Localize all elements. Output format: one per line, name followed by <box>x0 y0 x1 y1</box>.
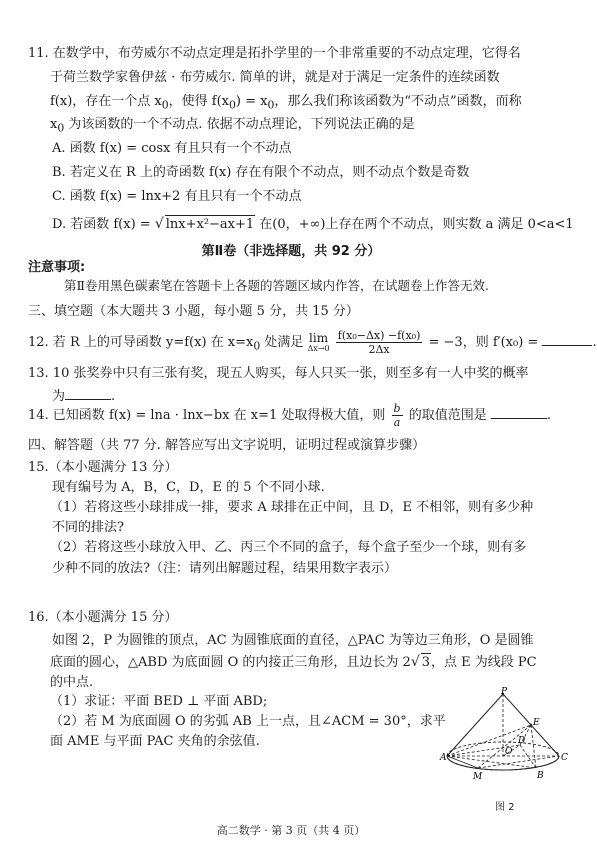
q11-sub-4: 0 <box>57 121 65 135</box>
q12-limit <box>308 332 330 353</box>
q11-sub-2: 0 <box>229 98 236 112</box>
q12 <box>28 325 597 365</box>
q12-numerator: f(x₀−Δx) −f(x₀) <box>337 329 421 342</box>
point-e <box>530 724 532 726</box>
label-a: A <box>440 753 447 763</box>
q16-line2-b: ，点 E 为线段 PC <box>431 655 537 670</box>
notice-text: 第Ⅱ卷用黑色碳素笔在答题卡上各题的答题区域内作答，在试题卷上作答无效. <box>64 278 489 293</box>
label-o: O <box>505 747 513 757</box>
q15-line1: 现有编号为 A，B，C，D，E 的 5 个不同小球. <box>52 480 325 495</box>
q15-line2: （1）若将这些小球排成一排，要求 A 球排在正中间，且 D，E 不相邻，则有多少种 <box>50 500 534 515</box>
q12-lim: lim <box>309 331 329 345</box>
q11-line4-a: x <box>50 117 58 132</box>
q16-line2-sqrt: 3 <box>421 655 431 670</box>
q11-sub-1: 0 <box>161 98 169 112</box>
q12-end: . <box>592 335 597 350</box>
q12-lim-sub: Δx→0 <box>307 344 330 353</box>
q11-option-d-b: 在(0，+∞)上存在两个不动点，则实数 a 满足 0<a<1 <box>255 217 574 232</box>
q13-line1: 13. 10 张奖券中只有三张有奖，现五人购买，每人只买一张，则至多有一人中奖的概率 <box>28 366 529 381</box>
q16-line1: 如图 2，P 为圆锥的顶点，AC 为圆锥底面的直径，△PAC 为等边三角形，O 是圆锥 <box>52 633 534 648</box>
q11-line3-b: ，使得 f(x <box>168 94 230 109</box>
cone-line-bd <box>520 745 536 768</box>
q12-a: 12. 若 R 上的可导函数 y=f(x) 在 x=x <box>28 335 254 350</box>
q16-line6: 面 AME 与平面 PAC 夹角的余弦值. <box>50 734 260 749</box>
q16-line2-a: 底面的圆心，△ABD 为底面圆 O 的内接正三角形，且边长为 2 <box>50 655 411 670</box>
q11-line3-a: f(x)，存在一个点 x <box>50 94 162 109</box>
q11-option-a: A. 函数 f(x) = cosx 有且只有一个不动点 <box>52 141 292 156</box>
q12-b: 处满足 <box>260 335 304 350</box>
q14-fraction <box>392 402 403 429</box>
cone-edge-pa <box>447 694 503 756</box>
q15-head: 15.（本小题满分 13 分） <box>28 460 178 475</box>
label-b: B <box>537 771 544 781</box>
figure-caption: 图 2 <box>495 802 515 813</box>
part2-title: 第Ⅱ卷（非选择题，共 92 分） <box>201 244 381 259</box>
q12-c: = −3，则 f′(x₀) = <box>428 335 539 350</box>
q11-option-b: B. 若定义在 R 上的奇函数 f(x) 存在有限个不动点，则不动点个数是奇数 <box>52 165 470 180</box>
q15-line3: 不同的排法? <box>52 520 124 535</box>
q14-answer-blank[interactable] <box>491 405 547 419</box>
q13-l2: 为 <box>52 389 66 404</box>
q14 <box>28 398 551 434</box>
q14-numerator: b <box>393 402 401 415</box>
q16-line5: （2）若 M 为底面圆 O 的劣弧 AB 上一点，且∠ACM = 30°，求平 <box>50 714 446 729</box>
q16-line4: （1）求证：平面 BED ⊥ 平面 ABD; <box>50 694 268 709</box>
section-3-title: 三、填空题（本大题共 3 小题，每小题 5 分，共 15 分） <box>28 304 359 319</box>
q13-end: . <box>111 389 116 404</box>
q11-option-c: C. 函数 f(x) = lnx+2 有且只有一个不动点 <box>52 189 302 204</box>
q12-fraction <box>336 329 423 356</box>
q15-line5: 少种不同的放法?（注：请列出解题过程，结果用数字表示） <box>52 561 397 576</box>
q11-sub-3: 0 <box>267 98 275 112</box>
q14-denominator: a <box>393 416 401 429</box>
q11-line3 <box>50 93 522 115</box>
q16-line3: 的中点. <box>50 675 94 690</box>
cone-line-ab <box>447 756 536 768</box>
q11-line4 <box>50 116 415 138</box>
q12-answer-blank[interactable] <box>542 332 592 346</box>
q11-option-d: D. 若函数 f(x) = √ lnx+x²−ax+1 在(0，+∞)上存在两个不动点，则实数 a 满足 0<a<1 <box>52 216 574 232</box>
q12-denominator: 2Δx <box>368 343 390 356</box>
q14-a: 14. 已知函数 f(x) = lna · lnx−bx 在 x=1 处取得极大值，则 <box>28 408 386 423</box>
q14-end: . <box>546 408 551 423</box>
figure-cone <box>440 687 570 800</box>
q12-sub: 0 <box>253 339 261 353</box>
label-e: E <box>533 718 540 728</box>
q11-line4-b: 为该函数的一个不动点. 依据不动点理论，下列说法正确的是 <box>64 117 415 132</box>
label-c: C <box>561 753 568 763</box>
q11-line1: 11. 在数学中，布劳威尔不动点定理是拓扑学里的一个非常重要的不动点定理，它得名 <box>28 46 521 61</box>
label-p: P <box>501 687 508 697</box>
section-4-title: 四、解答题（共 77 分. 解答应写出文字说明，证明过程或演算步骤） <box>28 438 426 453</box>
q15-line4: （2）若将这些小球放入甲、乙、丙三个不同的盒子，每个盒子至少一个球，则有多 <box>50 540 527 555</box>
q11-line3-c: ) = x <box>235 94 268 109</box>
q11-line3-d: ，那么我们称该函数为“不动点”函数，而称 <box>274 94 522 109</box>
q11-line2: 于荷兰数学家鲁伊兹 · 布劳威尔. 简单的讲，就是对于满足一定条件的连续函数 <box>50 70 500 85</box>
q11-option-d-sqrt: lnx+x²−ax+1 <box>165 217 255 232</box>
page-footer: 高二数学 · 第 3 页（共 4 页） <box>216 824 366 837</box>
q11-option-d-a: D. 若函数 f(x) = <box>52 217 155 232</box>
label-m: M <box>473 772 483 782</box>
label-d: D <box>518 736 526 746</box>
q14-b: 的取值范围是 <box>408 408 487 423</box>
q16-head: 16.（本小题满分 15 分） <box>28 610 178 625</box>
q16-line2: 底面的圆心，△ABD 为底面圆 O 的内接正三角形，且边长为 2√ 3，点 E 为线段 PC <box>50 654 537 670</box>
notice-title: 注意事项: <box>28 260 86 275</box>
